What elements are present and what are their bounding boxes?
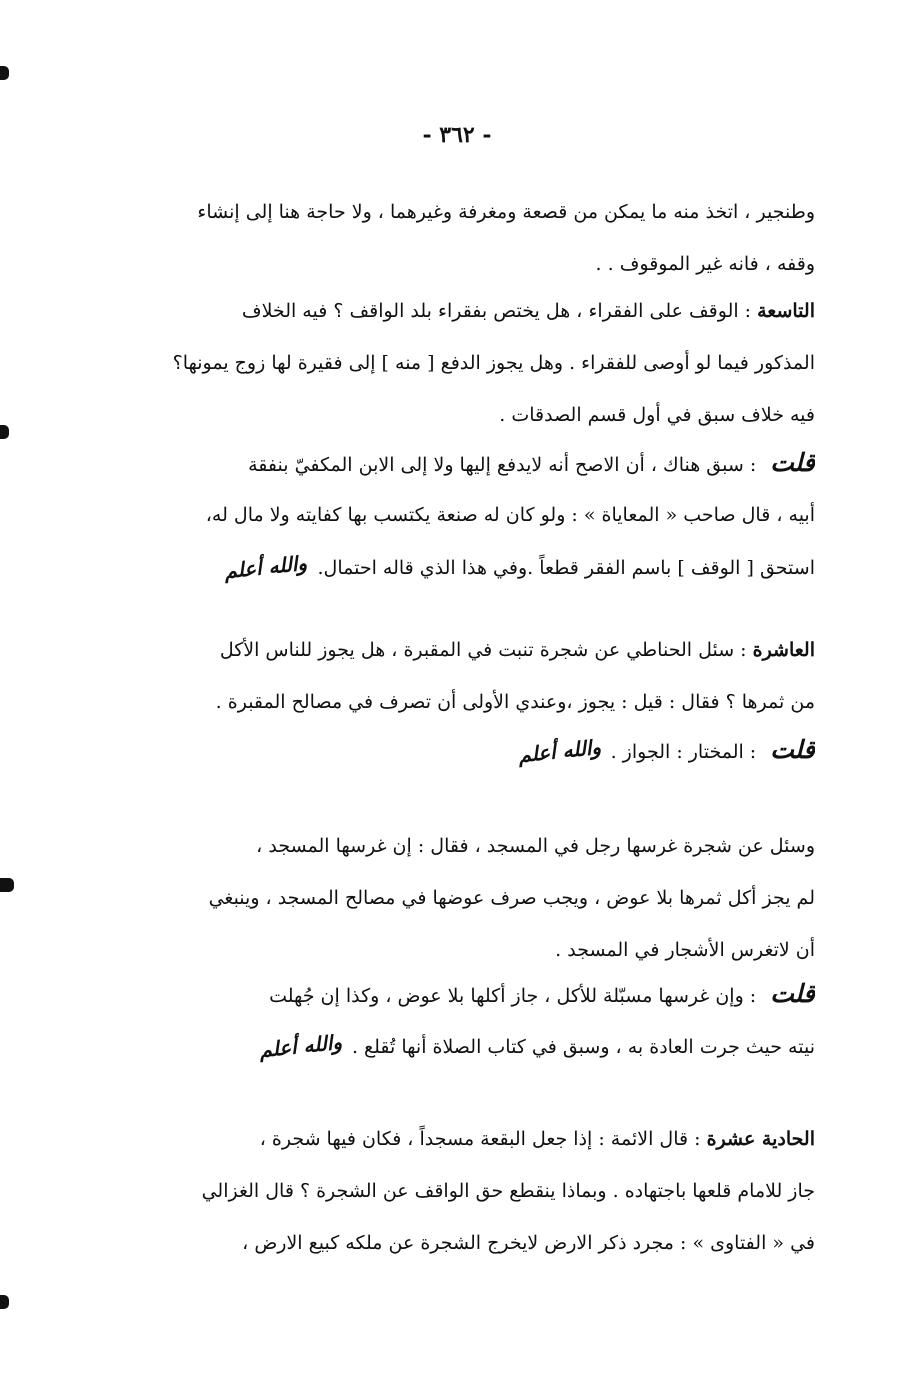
margin-mark	[0, 425, 9, 439]
text-segment: : سئل الحناطي عن شجرة تنبت في المقبرة ، هل يجوز للناس الأكل	[219, 639, 747, 661]
paragraph	[80, 186, 815, 290]
paragraph	[80, 285, 815, 441]
text-line: وسئل عن شجرة غرسها رجل في المسجد ، فقال : إن غرسها المسجد ،	[256, 835, 815, 857]
text-line: في « الفتاوى » : مجرد ذكر الارض لايخرج الشجرة عن ملكه كبيع الارض ،	[242, 1232, 815, 1254]
text-line: وقفه ، فانه غير الموقوف . .	[595, 253, 815, 275]
text-segment: : الوقف على الفقراء ، هل يختص بفقراء بلد الواقف ؟ فيه الخلاف	[241, 300, 752, 322]
qult-heading: قلت	[770, 979, 815, 1008]
qult-heading: قلت	[770, 448, 815, 477]
text-line	[80, 1020, 815, 1072]
section-label: التاسعة	[757, 300, 815, 322]
text-line: من ثمرها ؟ فقال : قيل : يجوز ،وعندي الأولى أن تصرف في مصالح المقبرة .	[215, 691, 815, 713]
qult-heading: قلت	[770, 735, 815, 764]
paragraph	[80, 724, 815, 776]
text-line: فيه خلاف سبق في أول قسم الصدقات .	[499, 404, 815, 426]
text-line	[80, 968, 815, 1020]
text-segment: : وإن غرسها مسبّلة للأكل ، جاز أكلها بلا عوض ، وكذا إن جُهلت	[269, 985, 757, 1007]
text-line: وطنجير ، اتخذ منه ما يمكن من قصعة ومغرفة وغيرهما ، ولا حاجة هنا إلى إنشاء	[197, 201, 815, 223]
text-segment: : المختار : الجواز .	[610, 741, 757, 763]
wallahu-alam: والله أعلم	[223, 550, 309, 584]
page-number: - ٣٦٢ -	[422, 122, 492, 148]
section-label: الحادية عشرة	[706, 1128, 815, 1150]
text-line	[80, 724, 815, 776]
text-line	[80, 285, 815, 337]
wallahu-alam: والله أعلم	[516, 734, 602, 768]
paragraph	[80, 1113, 815, 1269]
paragraph	[80, 820, 815, 976]
text-line	[80, 437, 815, 489]
margin-mark	[0, 878, 14, 892]
paragraph	[80, 968, 815, 1072]
text-line	[80, 1113, 815, 1165]
text-line: أن لاتغرس الأشجار في المسجد .	[555, 939, 815, 961]
margin-mark	[0, 1295, 9, 1309]
text-segment: : قال الائمة : إذا جعل البقعة مسجداً ، فكان فيها شجرة ،	[259, 1128, 701, 1150]
section-label: العاشرة	[752, 639, 815, 661]
text-line	[80, 624, 815, 676]
text-line: أبيه ، قال صاحب « المعاياة » : ولو كان له صنعة يكتسب بها كفايته ولا مال له،	[205, 504, 815, 526]
margin-mark	[0, 66, 9, 80]
paragraph	[80, 624, 815, 728]
wallahu-alam: والله أعلم	[257, 1029, 343, 1063]
text-segment: نيته حيث جرت العادة به ، وسبق في كتاب الصلاة أنها تُقلع .	[351, 1036, 815, 1058]
text-line	[80, 541, 815, 593]
text-line: جاز للامام قلعها باجتهاده . وبماذا ينقطع حق الواقف عن الشجرة ؟ قال الغزالي	[201, 1180, 815, 1202]
text-segment: استحق [ الوقف ] باسم الفقر قطعاً .وفي هذا الذي قاله احتمال.	[317, 557, 815, 579]
text-line: لم يجز أكل ثمرها بلا عوض ، ويجب صرف عوضها في مصالح المسجد ، وينبغي	[208, 887, 815, 909]
text-segment: : سبق هناك ، أن الاصح أنه لايدفع إليها ولا إلى الابن المكفيّ بنفقة	[248, 454, 757, 476]
paragraph	[80, 437, 815, 593]
text-line: المذكور فيما لو أوصى للفقراء . وهل يجوز الدفع [ منه ] إلى فقيرة لها زوج يمونها؟	[172, 352, 815, 374]
